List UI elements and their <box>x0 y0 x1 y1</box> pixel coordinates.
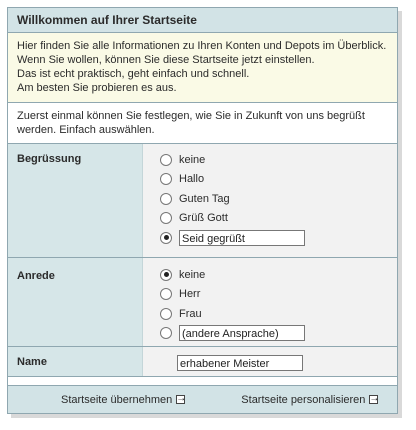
greeting-row <box>8 144 397 258</box>
name-row <box>8 347 397 377</box>
panel-shadow-right <box>398 11 402 418</box>
option-label: Herr <box>179 288 201 301</box>
radio-button[interactable] <box>160 154 172 166</box>
name-label: Name <box>8 347 143 376</box>
name-input[interactable]: erhabener Meister <box>177 355 303 371</box>
greeting-custom-input[interactable]: Seid gegrüßt <box>179 230 305 246</box>
salutation-label: Anrede <box>8 258 143 346</box>
arrow-right-box-icon <box>176 395 185 404</box>
welcome-panel <box>7 7 398 414</box>
radio-button[interactable] <box>160 173 172 185</box>
personalize-startpage-label: Startseite personalisieren <box>241 393 366 406</box>
salutation-option-custom[interactable] <box>143 324 397 344</box>
adopt-startpage-link[interactable] <box>61 394 185 406</box>
greeting-option-hallo[interactable] <box>143 170 397 190</box>
greeting-option-keine[interactable] <box>143 150 397 170</box>
name-field-cell <box>143 347 397 376</box>
panel-title: Willkommen auf Ihrer Startseite <box>8 8 397 33</box>
intro-line: Das ist echt praktisch, geht einfach und schnell. <box>17 68 250 80</box>
salutation-row <box>8 258 397 347</box>
radio-button-selected[interactable] <box>160 269 172 281</box>
greeting-option-custom[interactable] <box>143 228 397 248</box>
name-field-wrap <box>143 353 397 373</box>
arrow-right-box-icon <box>369 395 378 404</box>
greeting-prompt: Zuerst einmal können Sie festlegen, wie Sie in Zukunft von uns begrüßt werden. Einfach auswählen. <box>8 103 397 144</box>
radio-button[interactable] <box>160 212 172 224</box>
option-label: keine <box>179 153 206 166</box>
radio-button-selected[interactable] <box>160 232 172 244</box>
option-label: keine <box>179 268 206 281</box>
option-label: Hallo <box>179 173 205 186</box>
intro-text <box>8 33 397 103</box>
greeting-options <box>143 144 397 257</box>
salutation-option-herr[interactable] <box>143 285 397 305</box>
panel-footer <box>8 385 397 413</box>
panel-shadow-bottom <box>11 414 402 418</box>
radio-button[interactable] <box>160 288 172 300</box>
radio-button[interactable] <box>160 327 172 339</box>
salutation-custom-input[interactable]: (andere Ansprache) <box>179 325 305 341</box>
salutation-options <box>143 258 397 346</box>
salutation-option-keine[interactable] <box>143 265 397 285</box>
option-label: Grüß Gott <box>179 212 228 225</box>
radio-button[interactable] <box>160 308 172 320</box>
personalize-startpage-link[interactable] <box>241 394 378 406</box>
intro-line: Wenn Sie wollen, können Sie diese Startseite jetzt einstellen. <box>17 54 315 66</box>
salutation-option-frau[interactable] <box>143 304 397 324</box>
intro-line: Am besten Sie probieren es aus. <box>17 82 177 94</box>
intro-line: Hier finden Sie alle Informationen zu Ihren Konten und Depots im Überblick. <box>17 40 387 52</box>
option-label: Frau <box>179 307 202 320</box>
option-label: Guten Tag <box>179 192 230 205</box>
radio-button[interactable] <box>160 193 172 205</box>
greeting-option-gruss-gott[interactable] <box>143 209 397 229</box>
adopt-startpage-label: Startseite übernehmen <box>61 393 173 406</box>
greeting-label: Begrüssung <box>8 144 143 257</box>
greeting-option-guten-tag[interactable] <box>143 189 397 209</box>
